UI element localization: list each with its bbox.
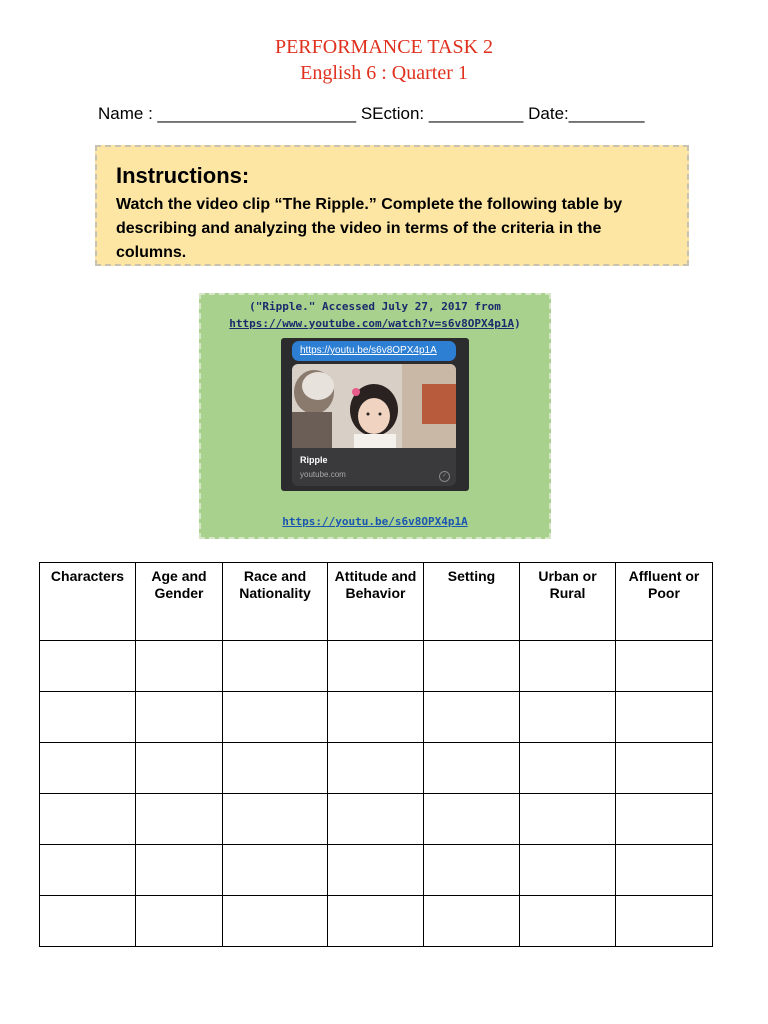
table-cell[interactable]	[616, 641, 713, 692]
table-cell[interactable]	[616, 692, 713, 743]
instructions-heading: Instructions:	[116, 163, 250, 188]
table-cell[interactable]	[136, 845, 223, 896]
table-cell[interactable]	[520, 692, 616, 743]
video-link[interactable]: https://youtu.be/s6v8OPX4p1A	[292, 341, 456, 361]
page-subtitle: English 6 : Quarter 1	[300, 62, 468, 84]
table-row	[40, 845, 713, 896]
check-icon: ✓	[439, 471, 450, 482]
table-cell[interactable]	[328, 641, 424, 692]
table-cell[interactable]	[520, 794, 616, 845]
column-header: Attitude and Behavior	[328, 563, 424, 641]
table-cell[interactable]	[136, 743, 223, 794]
table-cell[interactable]	[424, 641, 520, 692]
table-cell[interactable]	[520, 845, 616, 896]
table-cell[interactable]	[424, 743, 520, 794]
column-header: Affluent or Poor	[616, 563, 713, 641]
table-cell[interactable]	[520, 641, 616, 692]
table-cell[interactable]	[424, 794, 520, 845]
column-header: Age and Gender	[136, 563, 223, 641]
page-title: PERFORMANCE TASK 2	[274, 36, 494, 58]
table-cell[interactable]	[40, 845, 136, 896]
table-cell[interactable]	[328, 896, 424, 947]
name-field[interactable]: Name : _____________________	[98, 104, 357, 123]
table-cell[interactable]	[520, 896, 616, 947]
citation-link-line	[199, 315, 551, 332]
table-cell[interactable]	[520, 743, 616, 794]
column-header: Setting	[424, 563, 520, 641]
column-header: Urban or Rural	[520, 563, 616, 641]
table-cell[interactable]	[424, 845, 520, 896]
table-cell[interactable]	[136, 896, 223, 947]
table-row	[40, 743, 713, 794]
column-header: Race and Nationality	[223, 563, 328, 641]
table-cell[interactable]	[424, 692, 520, 743]
video-title: Ripple	[300, 455, 328, 465]
section-field[interactable]: SEction: __________	[360, 104, 524, 123]
table-cell[interactable]	[223, 845, 328, 896]
video-thumbnail-image	[292, 364, 456, 448]
table-cell[interactable]	[328, 743, 424, 794]
table-cell[interactable]	[40, 896, 136, 947]
table-cell[interactable]	[40, 743, 136, 794]
table-row	[40, 896, 713, 947]
table-cell[interactable]	[40, 794, 136, 845]
table-cell[interactable]	[328, 692, 424, 743]
video-source: youtube.com	[300, 470, 346, 479]
citation-line: ("Ripple." Accessed July 27, 2017 from	[249, 300, 501, 313]
table-row	[40, 641, 713, 692]
table-cell[interactable]	[40, 641, 136, 692]
form-line	[98, 104, 644, 124]
table-header-row	[40, 563, 713, 641]
citation-close: )	[514, 317, 521, 330]
table-cell[interactable]	[223, 692, 328, 743]
table-row	[40, 794, 713, 845]
table-cell[interactable]	[328, 794, 424, 845]
table-cell[interactable]	[223, 794, 328, 845]
video-preview[interactable]	[292, 364, 456, 486]
table-cell[interactable]	[616, 743, 713, 794]
table-cell[interactable]	[328, 845, 424, 896]
analysis-table	[39, 562, 713, 947]
table-cell[interactable]	[40, 692, 136, 743]
column-header: Characters	[40, 563, 136, 641]
table-cell[interactable]	[136, 641, 223, 692]
table-cell[interactable]	[616, 896, 713, 947]
citation	[199, 298, 551, 332]
table-cell[interactable]	[223, 896, 328, 947]
video-url-link[interactable]: https://youtu.be/s6v8OPX4p1A	[282, 515, 468, 528]
table-cell[interactable]	[223, 641, 328, 692]
table-row	[40, 692, 713, 743]
table-cell[interactable]	[616, 845, 713, 896]
citation-link[interactable]: https://www.youtube.com/watch?v=s6v8OPX4p1A	[229, 317, 515, 330]
instructions-text: Watch the video clip “The Ripple.” Complete the following table by describing and analyzing the video in terms of the criteria in the columns.	[116, 196, 623, 261]
table-cell[interactable]	[424, 896, 520, 947]
table-body	[40, 641, 713, 947]
table-cell[interactable]	[136, 794, 223, 845]
date-field[interactable]: Date:________	[528, 104, 645, 123]
table-cell[interactable]	[616, 794, 713, 845]
table-cell[interactable]	[223, 743, 328, 794]
table-cell[interactable]	[136, 692, 223, 743]
